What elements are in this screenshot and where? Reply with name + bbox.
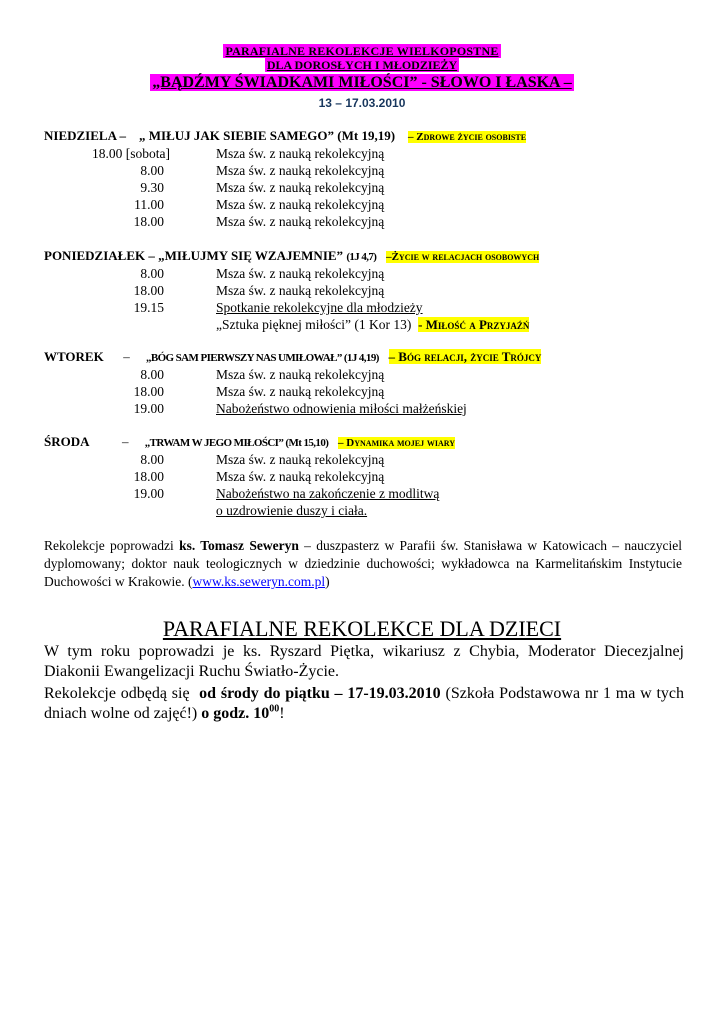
day-reference: (1J 4,7)	[346, 251, 377, 263]
kids-paragraph-1: W tym roku poprowadzi je ks. Ryszard Piętka, wikariusz z Chybia, Moderator Diecezjalnej Diakonii Ewangelizacji Ruchu Światło-Życie.	[44, 643, 684, 680]
day-name: ŚRODA	[44, 434, 90, 449]
day-theme-tag: – Bóg relacji, życie Trójcy	[388, 349, 542, 364]
day-motto: „BÓG SAM PIERWSZY NAS UMIŁOWAŁ” (1J 4,19)	[145, 352, 379, 364]
header-line-1: PARAFIALNE REKOLEKCJE WIELKOPOSTNE	[225, 44, 499, 58]
day-dash: –	[123, 349, 130, 364]
day-name: PONIEDZIAŁEK –	[44, 248, 155, 263]
day-heading-tuesday	[44, 349, 541, 365]
leader-paragraph: Rekolekcje poprowadzi ks. Tomasz Seweryn – duszpasterz w Parafii św. Stanisława w Katowicach – nauczyciel dyplomowany; doktor nauk teologicznych w dziedzinie duchowości; wykładowca na Karmelitańskim Instytucie Duchowości w Krakowie. (www.ks.seweryn.com.pl)	[44, 538, 683, 589]
kids-time: o godz. $10^{00}$	[201, 703, 280, 722]
kids-section-title: PARAFIALNE REKOLEKCE DLA DZIECI	[162, 616, 562, 641]
day-name: WTOREK	[44, 349, 104, 364]
header-line-3: „BĄDŹMY ŚWIADKAMI MIŁOŚCI” - SŁOWO I ŁASKA –	[152, 74, 572, 91]
header-dates: 13 – 17.03.2010	[318, 96, 406, 110]
leader-name: ks. Tomasz Seweryn	[179, 538, 299, 553]
day-heading-monday	[44, 248, 539, 264]
day-motto: „TRWAM W JEGO MIŁOŚCI” (Mt 15,10)	[144, 437, 329, 449]
day-motto: „ MIŁUJ JAK SIEBIE SAMEGO” (Mt 19,19)	[139, 128, 396, 143]
day-heading-sunday	[44, 128, 526, 144]
day-theme-tag: –Życie w relacjach osobowych	[386, 251, 540, 263]
extra-theme-tag: - Miłość a Przyjaźń	[418, 317, 530, 332]
kids-dates: od środy do piątku – 17-19.03.2010	[199, 685, 441, 702]
leader-website-link[interactable]: www.ks.seweryn.com.pl	[192, 574, 326, 589]
day-theme-tag: – Zdrowe życie osobiste	[408, 131, 527, 143]
day-heading-wednesday	[44, 434, 455, 450]
header-line-2: DLA DOROSŁYCH I MŁODZIEŻY	[266, 58, 458, 72]
day-dash: –	[122, 434, 129, 449]
day-motto: „MIŁUJMY SIĘ WZAJEMNIE”	[158, 248, 344, 263]
kids-paragraph-2: Rekolekcje odbędą się od środy do piątku – 17-19.03.2010 (Szkoła Podstawowa nr 1 ma w tych dniach wolne od zajęć!) o godz. $10^{00}$!	[44, 685, 685, 722]
day-name: NIEDZIELA –	[44, 128, 126, 143]
day-theme-tag: – Dynamika mojej wiary	[338, 437, 456, 449]
